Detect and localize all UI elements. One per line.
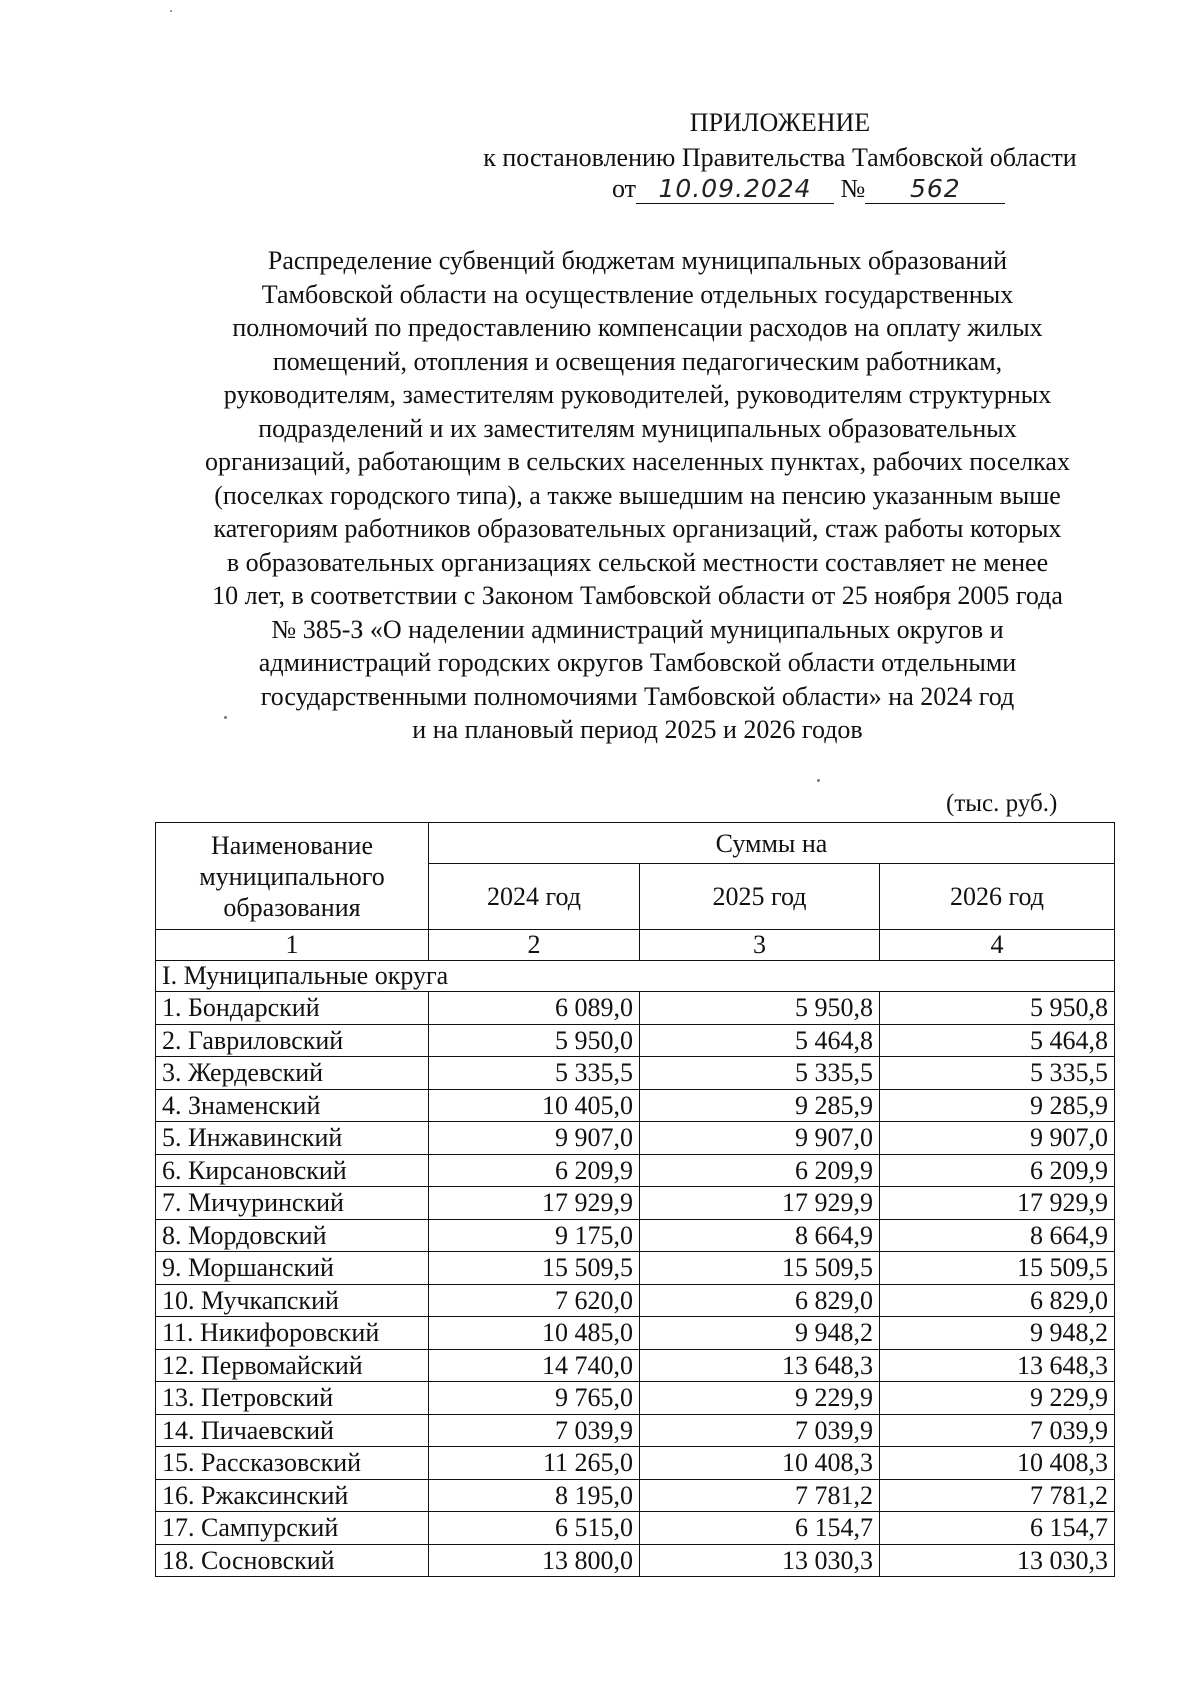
value-2025: 7 781,2	[640, 1479, 880, 1512]
row-name: 13. Петровский	[156, 1382, 429, 1415]
value-2026: 13 648,3	[880, 1349, 1115, 1382]
value-2026: 9 907,0	[880, 1122, 1115, 1155]
value-2025: 9 948,2	[640, 1317, 880, 1350]
table-row	[156, 1414, 1115, 1447]
heading-line: категориям работников образовательных организаций, стаж работы которых	[213, 514, 1062, 543]
row-name: 11. Никифоровский	[156, 1317, 429, 1350]
unit-label: (тыс. руб.)	[946, 790, 1058, 817]
value-2025: 9 285,9	[640, 1089, 880, 1122]
table-row	[156, 1024, 1115, 1057]
table-row	[156, 1252, 1115, 1285]
row-name: 7. Мичуринский	[156, 1187, 429, 1220]
value-2026: 9 948,2	[880, 1317, 1115, 1350]
value-2025: 7 039,9	[640, 1414, 880, 1447]
heading-line: № 385-З «О наделении администраций муниципальных округов и	[271, 614, 1004, 644]
value-2025: 6 829,0	[640, 1284, 880, 1317]
row-name: 10. Мучкапский	[156, 1284, 429, 1317]
value-2024: 10 485,0	[429, 1317, 640, 1350]
value-2025: 13 648,3	[640, 1349, 880, 1382]
row-name: 4. Знаменский	[156, 1089, 429, 1122]
heading-line: (поселках городского типа), а также вышедшим на пенсию указанным выше	[214, 480, 1061, 510]
value-2024: 8 195,0	[429, 1479, 640, 1512]
heading-line: в образовательных организациях сельской местности составляет не менее	[226, 547, 1049, 577]
value-2024: 5 950,0	[429, 1024, 640, 1057]
value-2025: 10 408,3	[640, 1447, 880, 1480]
document-subtitle: к постановлению Правительства Тамбовской области	[483, 143, 1077, 172]
heading-line: помещений, отопления и освещения педагогическим работникам,	[272, 346, 1003, 376]
table-row	[156, 1089, 1115, 1122]
value-2024: 7 039,9	[429, 1414, 640, 1447]
col-header-name: Наименование муниципального образования	[156, 823, 429, 930]
col-number-4: 4	[880, 930, 1115, 961]
scan-speck	[170, 10, 172, 12]
heading-line: государственными полномочиями Тамбовской области» на 2024 год	[260, 681, 1015, 711]
section-title: I. Муниципальные округа	[156, 961, 1115, 992]
value-2024: 6 515,0	[429, 1512, 640, 1545]
table-row	[156, 1154, 1115, 1187]
handwritten-date: 10.09.2024	[636, 175, 834, 204]
value-2025: 9 907,0	[640, 1122, 880, 1155]
value-2024: 6 089,0	[429, 992, 640, 1025]
row-name: 8. Мордовский	[156, 1219, 429, 1252]
table-row	[156, 1187, 1115, 1220]
heading-line: подразделений и их заместителям муниципальных образовательных	[258, 413, 1017, 443]
value-2025: 5 950,8	[640, 992, 880, 1025]
heading-line: полномочий по предоставлению компенсации расходов на оплату жилых	[232, 313, 1043, 342]
value-2026: 7 039,9	[880, 1414, 1115, 1447]
value-2024: 10 405,0	[429, 1089, 640, 1122]
table-row	[156, 1512, 1115, 1545]
heading-line: и на плановый период 2025 и 2026 годов	[412, 715, 863, 744]
col-header-2024: 2024 год	[429, 864, 640, 930]
value-2024: 6 209,9	[429, 1154, 640, 1187]
col-number-2: 2	[429, 930, 640, 961]
value-2026: 9 285,9	[880, 1089, 1115, 1122]
value-2025: 5 464,8	[640, 1024, 880, 1057]
value-2026: 17 929,9	[880, 1187, 1115, 1220]
heading-line: организаций, работающим в сельских населенных пунктах, рабочих поселках	[205, 447, 1070, 476]
date-number-line	[612, 174, 1005, 204]
value-2024: 7 620,0	[429, 1284, 640, 1317]
heading-line: Тамбовской области на осуществление отдельных государственных	[261, 279, 1014, 309]
value-2024: 13 800,0	[429, 1544, 640, 1577]
subventions-table	[155, 822, 1115, 1577]
row-name: 12. Первомайский	[156, 1349, 429, 1382]
value-2024: 9 175,0	[429, 1219, 640, 1252]
row-name: 6. Кирсановский	[156, 1154, 429, 1187]
table-row	[156, 1349, 1115, 1382]
row-name: 5. Инжавинский	[156, 1122, 429, 1155]
value-2026: 15 509,5	[880, 1252, 1115, 1285]
heading-line: Распределение субвенций бюджетам муниципальных образований	[267, 246, 1008, 275]
table-row	[156, 1447, 1115, 1480]
scan-speck	[224, 716, 227, 719]
table-row	[156, 1122, 1115, 1155]
document-title: ПРИЛОЖЕНИЕ	[689, 108, 871, 137]
value-2024: 9 907,0	[429, 1122, 640, 1155]
value-2026: 6 209,9	[880, 1154, 1115, 1187]
value-2025: 6 154,7	[640, 1512, 880, 1545]
value-2026: 10 408,3	[880, 1447, 1115, 1480]
value-2025: 15 509,5	[640, 1252, 880, 1285]
value-2024: 15 509,5	[429, 1252, 640, 1285]
date-prefix: от	[612, 174, 637, 203]
table-row	[156, 1479, 1115, 1512]
table-row	[156, 1544, 1115, 1577]
value-2026: 9 229,9	[880, 1382, 1115, 1415]
heading-line: администраций городских округов Тамбовской области отдельными	[258, 648, 1017, 677]
row-name: 16. Ржаксинский	[156, 1479, 429, 1512]
col-header-2025: 2025 год	[640, 864, 880, 930]
heading-line: руководителям, заместителям руководителей, руководителям структурных	[223, 380, 1052, 409]
col-number-3: 3	[640, 930, 880, 961]
value-2025: 6 209,9	[640, 1154, 880, 1187]
row-name: 2. Гавриловский	[156, 1024, 429, 1057]
row-name: 9. Моршанский	[156, 1252, 429, 1285]
number-prefix: №	[840, 174, 866, 203]
col-header-sums: Суммы на	[429, 823, 1115, 864]
table-row	[156, 1284, 1115, 1317]
value-2024: 11 265,0	[429, 1447, 640, 1480]
value-2024: 14 740,0	[429, 1349, 640, 1382]
value-2025: 8 664,9	[640, 1219, 880, 1252]
value-2024: 17 929,9	[429, 1187, 640, 1220]
row-name: 18. Сосновский	[156, 1544, 429, 1577]
row-name: 17. Сампурский	[156, 1512, 429, 1545]
table-row	[156, 1057, 1115, 1090]
value-2026: 8 664,9	[880, 1219, 1115, 1252]
value-2026: 13 030,3	[880, 1544, 1115, 1577]
table-row	[156, 1219, 1115, 1252]
table-row	[156, 992, 1115, 1025]
value-2026: 7 781,2	[880, 1479, 1115, 1512]
scan-speck	[817, 779, 820, 782]
value-2025: 5 335,5	[640, 1057, 880, 1090]
handwritten-number: 562	[865, 175, 1005, 204]
value-2025: 9 229,9	[640, 1382, 880, 1415]
value-2026: 6 154,7	[880, 1512, 1115, 1545]
value-2024: 5 335,5	[429, 1057, 640, 1090]
value-2024: 9 765,0	[429, 1382, 640, 1415]
col-number-1: 1	[156, 930, 429, 961]
value-2026: 5 464,8	[880, 1024, 1115, 1057]
row-name: 15. Рассказовский	[156, 1447, 429, 1480]
col-header-2026: 2026 год	[880, 864, 1115, 930]
heading-line: 10 лет, в соответствии с Законом Тамбовской области от 25 ноября 2005 года	[212, 581, 1063, 610]
table-row	[156, 1382, 1115, 1415]
table-row	[156, 1317, 1115, 1350]
row-name: 14. Пичаевский	[156, 1414, 429, 1447]
value-2025: 13 030,3	[640, 1544, 880, 1577]
row-name: 3. Жердевский	[156, 1057, 429, 1090]
value-2026: 6 829,0	[880, 1284, 1115, 1317]
document-heading	[160, 244, 1115, 747]
value-2026: 5 950,8	[880, 992, 1115, 1025]
value-2026: 5 335,5	[880, 1057, 1115, 1090]
row-name: 1. Бондарский	[156, 992, 429, 1025]
value-2025: 17 929,9	[640, 1187, 880, 1220]
